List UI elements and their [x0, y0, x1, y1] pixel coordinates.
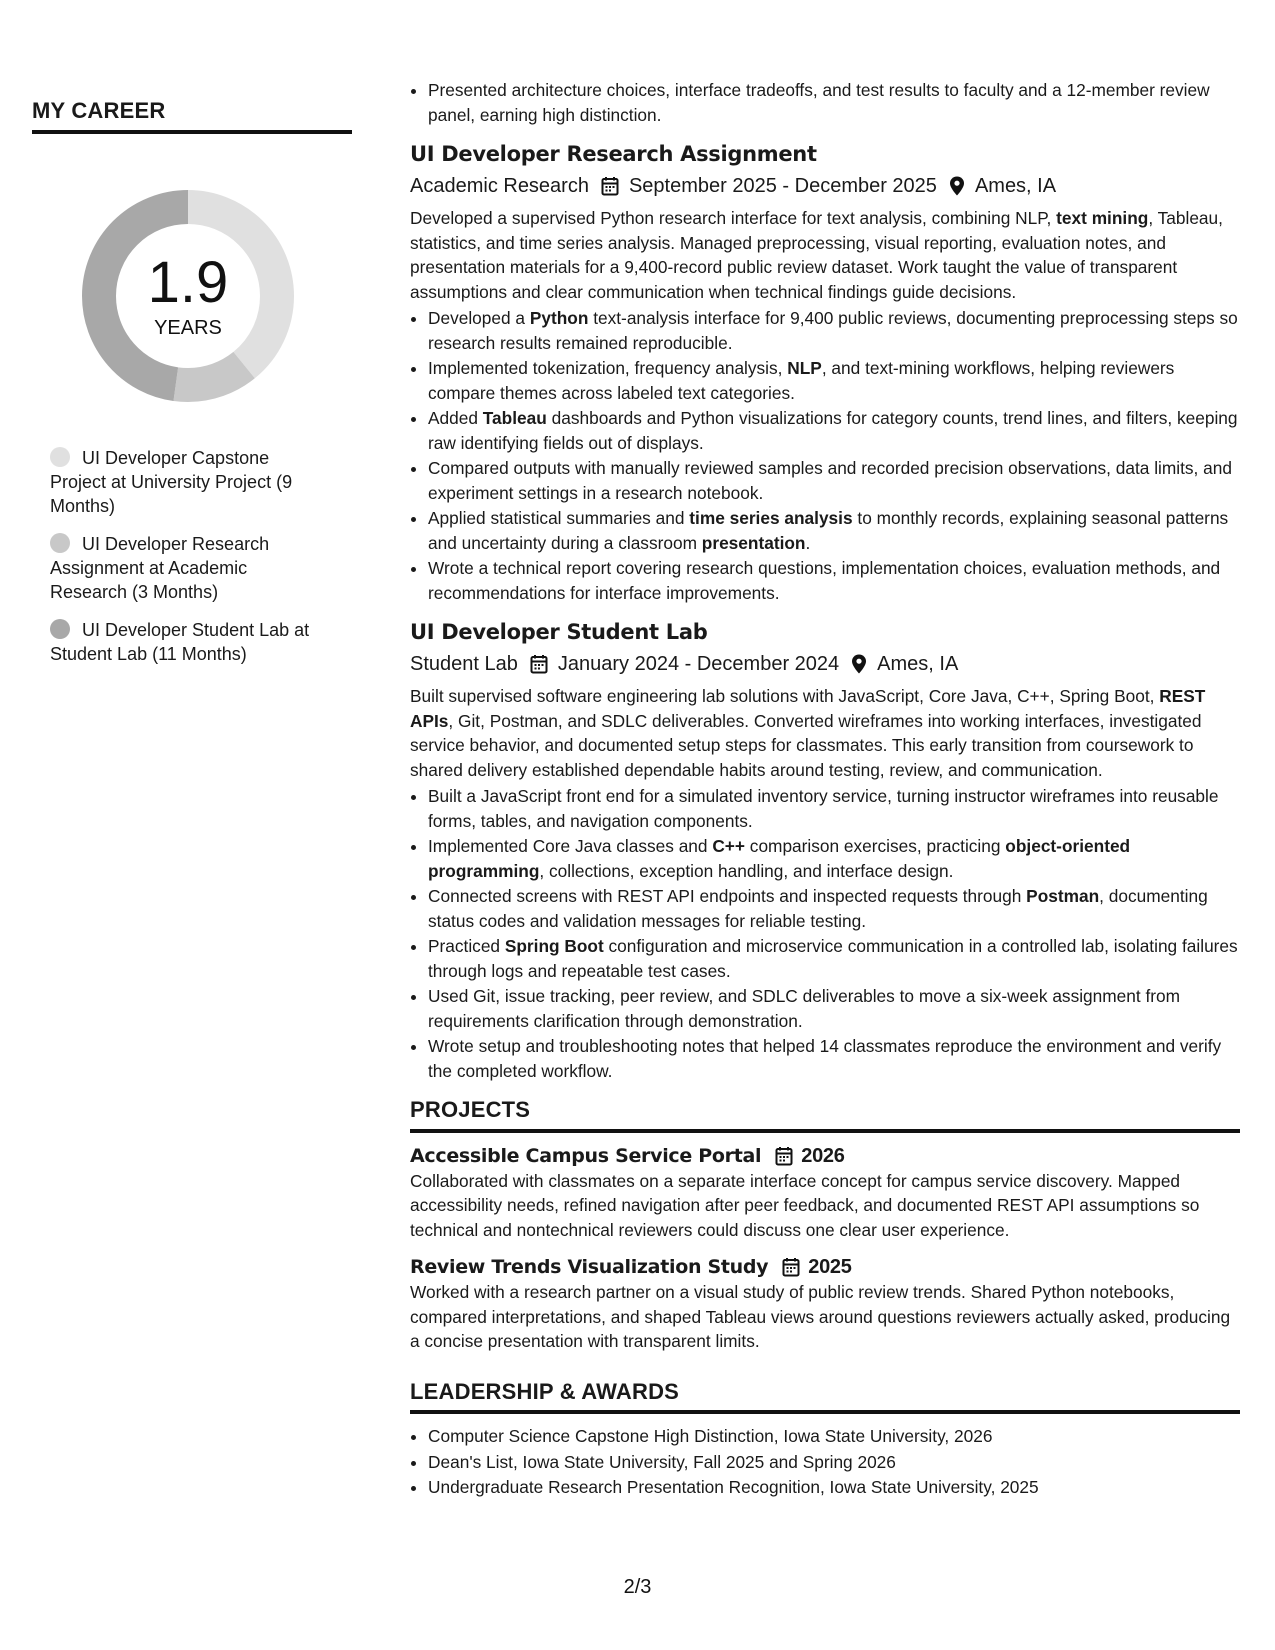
legend-dot	[50, 533, 70, 553]
map-pin-icon	[949, 176, 965, 196]
bullet-item: • Implemented tokenization, frequency analysis, NLP, and text-mining workflows, helping reviewers compare themes across labeled text categories.	[428, 356, 1240, 405]
award-item: • Undergraduate Research Presentation Recognition, Iowa State University, 2025	[428, 1475, 1240, 1500]
legend-item	[50, 446, 325, 518]
bullet-item: • Compared outputs with manually reviewed samples and recorded precision observations, data limits, and experiment settings in a research notebook.	[428, 456, 1240, 505]
calendar-icon	[775, 1146, 793, 1166]
legend-item	[50, 618, 325, 666]
legend-label: UI Developer Student Lab at Student Lab (11 Months)	[50, 620, 310, 664]
bullet-item: • Built a JavaScript front end for a simulated inventory service, turning instructor wireframes into reusable forms, tables, and navigation components.	[428, 784, 1240, 833]
project-entry	[410, 1143, 1240, 1243]
bullet-item: • Applied statistical summaries and time series analysis to monthly records, explaining seasonal patterns and uncertainty during a classroom presentation.	[428, 506, 1240, 555]
legend-dot	[50, 447, 70, 467]
career-sidebar	[32, 88, 352, 680]
award-item: • Dean's List, Iowa State University, Fall 2025 and Spring 2026	[428, 1450, 1240, 1475]
job-location: Ames, IA	[974, 175, 1057, 197]
project-description: Collaborated with classmates on a separate interface concept for campus service discovery. Mapped accessibility needs, refined navigation after peer feedback, and documented REST API assumptions so technical and nontechnical reviewers could discuss one clear user experience.	[410, 1170, 1200, 1240]
bullet-item: • Presented architecture choices, interface tradeoffs, and test results to faculty and a 12-member review panel, earning high distinction.	[428, 78, 1240, 127]
job-entry	[410, 140, 1240, 605]
job-dates: September 2025 - December 2025	[628, 175, 937, 197]
bullet-item: • Practiced Spring Boot configuration and microservice communication in a controlled lab, isolating failures through logs and repeatable test cases.	[428, 934, 1240, 983]
career-heading: MY CAREER	[32, 88, 352, 134]
job-meta	[410, 650, 1240, 678]
career-legend	[50, 446, 325, 666]
project-title: Review Trends Visualization Study	[410, 1256, 769, 1278]
project-entry	[410, 1254, 1240, 1354]
bullet-item: • Added Tableau dashboards and Python visualizations for category counts, trend lines, and filters, keeping raw identifying fields out of displays.	[428, 406, 1240, 455]
leadership-list	[410, 1424, 1240, 1500]
previous-job-bullets	[410, 78, 1240, 127]
career-donut-chart	[68, 176, 308, 416]
project-title: Accessible Campus Service Portal	[410, 1144, 762, 1167]
project-description: Worked with a research partner on a visual study of public review trends. Shared Python notebooks, compared interpretations, and shaped Tableau views around questions reviewers actually asked, producing a concise presentation with transparent limits.	[410, 1282, 1231, 1351]
calendar-icon	[530, 654, 548, 674]
bullet-item: • Implemented Core Java classes and C++ comparison exercises, practicing object-oriented programming, collections, exception handling, and interface design.	[428, 834, 1240, 883]
job-summary: Built supervised software engineering lab solutions with JavaScript, Core Java, C++, Spring Boot, REST APIs, Git, Postman, and SDLC deliverables. Converted wireframes into working interfaces, investigated service behavior, and documented setup steps for classmates. This early transition from coursework to shared delivery established dependable habits around testing, review, and communication.	[410, 686, 1206, 780]
job-entry	[410, 618, 1240, 1083]
job-location: Ames, IA	[877, 653, 959, 675]
donut-center	[68, 176, 308, 416]
legend-label: UI Developer Capstone Project at University Project (9 Months)	[50, 448, 293, 516]
legend-item	[50, 532, 325, 604]
resume-main	[410, 78, 1240, 1501]
leadership-heading: LEADERSHIP & AWARDS	[410, 1366, 1240, 1415]
map-pin-icon	[851, 654, 867, 674]
bullet-item: • Used Git, issue tracking, peer review, and SDLC deliverables to move a six-week assignment from requirements clarification through demonstration.	[428, 984, 1240, 1033]
job-title: UI Developer Research Assignment	[410, 142, 817, 166]
bullet-item: • Connected screens with REST API endpoints and inspected requests through Postman, documenting status codes and validation messages for reliable testing.	[428, 884, 1240, 933]
job-meta	[410, 172, 1240, 200]
legend-label: UI Developer Research Assignment at Academic Research (3 Months)	[50, 534, 270, 602]
job-title: UI Developer Student Lab	[410, 620, 708, 644]
legend-dot	[50, 619, 70, 639]
project-title-row	[410, 1143, 1240, 1169]
calendar-icon	[782, 1257, 800, 1277]
calendar-icon	[601, 176, 619, 196]
project-title-row	[410, 1254, 1240, 1280]
award-item: • Computer Science Capstone High Distinction, Iowa State University, 2026	[428, 1424, 1240, 1449]
career-total-value: 1.9	[147, 249, 229, 315]
job-summary: Developed a supervised Python research interface for text analysis, combining NLP, text mining, Tableau, statistics, and time series analysis. Managed preprocessing, visual reporting, evaluation notes, and presentation materials for a 9,400-record public review dataset. Work taught the value of transparent assumptions and clear communication when technical findings guide decisions.	[410, 208, 1223, 302]
job-bullets	[410, 306, 1240, 605]
job-dates: January 2024 - December 2024	[557, 653, 840, 675]
project-year: 2026	[801, 1144, 845, 1167]
bullet-item: • Wrote a technical report covering research questions, implementation choices, evaluation methods, and recommendations for interface improvements.	[428, 556, 1240, 605]
job-company: Academic Research	[410, 175, 589, 197]
bullet-item: • Wrote setup and troubleshooting notes that helped 14 classmates reproduce the environment and verify the completed workflow.	[428, 1034, 1240, 1083]
job-company: Student Lab	[410, 653, 518, 675]
job-bullets	[410, 784, 1240, 1083]
bullet-item: • Developed a Python text-analysis interface for 9,400 public reviews, documenting preprocessing steps so research results remained reproducible.	[428, 306, 1240, 355]
career-total-unit: YEARS	[154, 316, 222, 339]
project-year: 2025	[808, 1256, 852, 1278]
projects-heading: PROJECTS	[410, 1084, 1240, 1133]
page-number: 2/3	[623, 1576, 652, 1598]
